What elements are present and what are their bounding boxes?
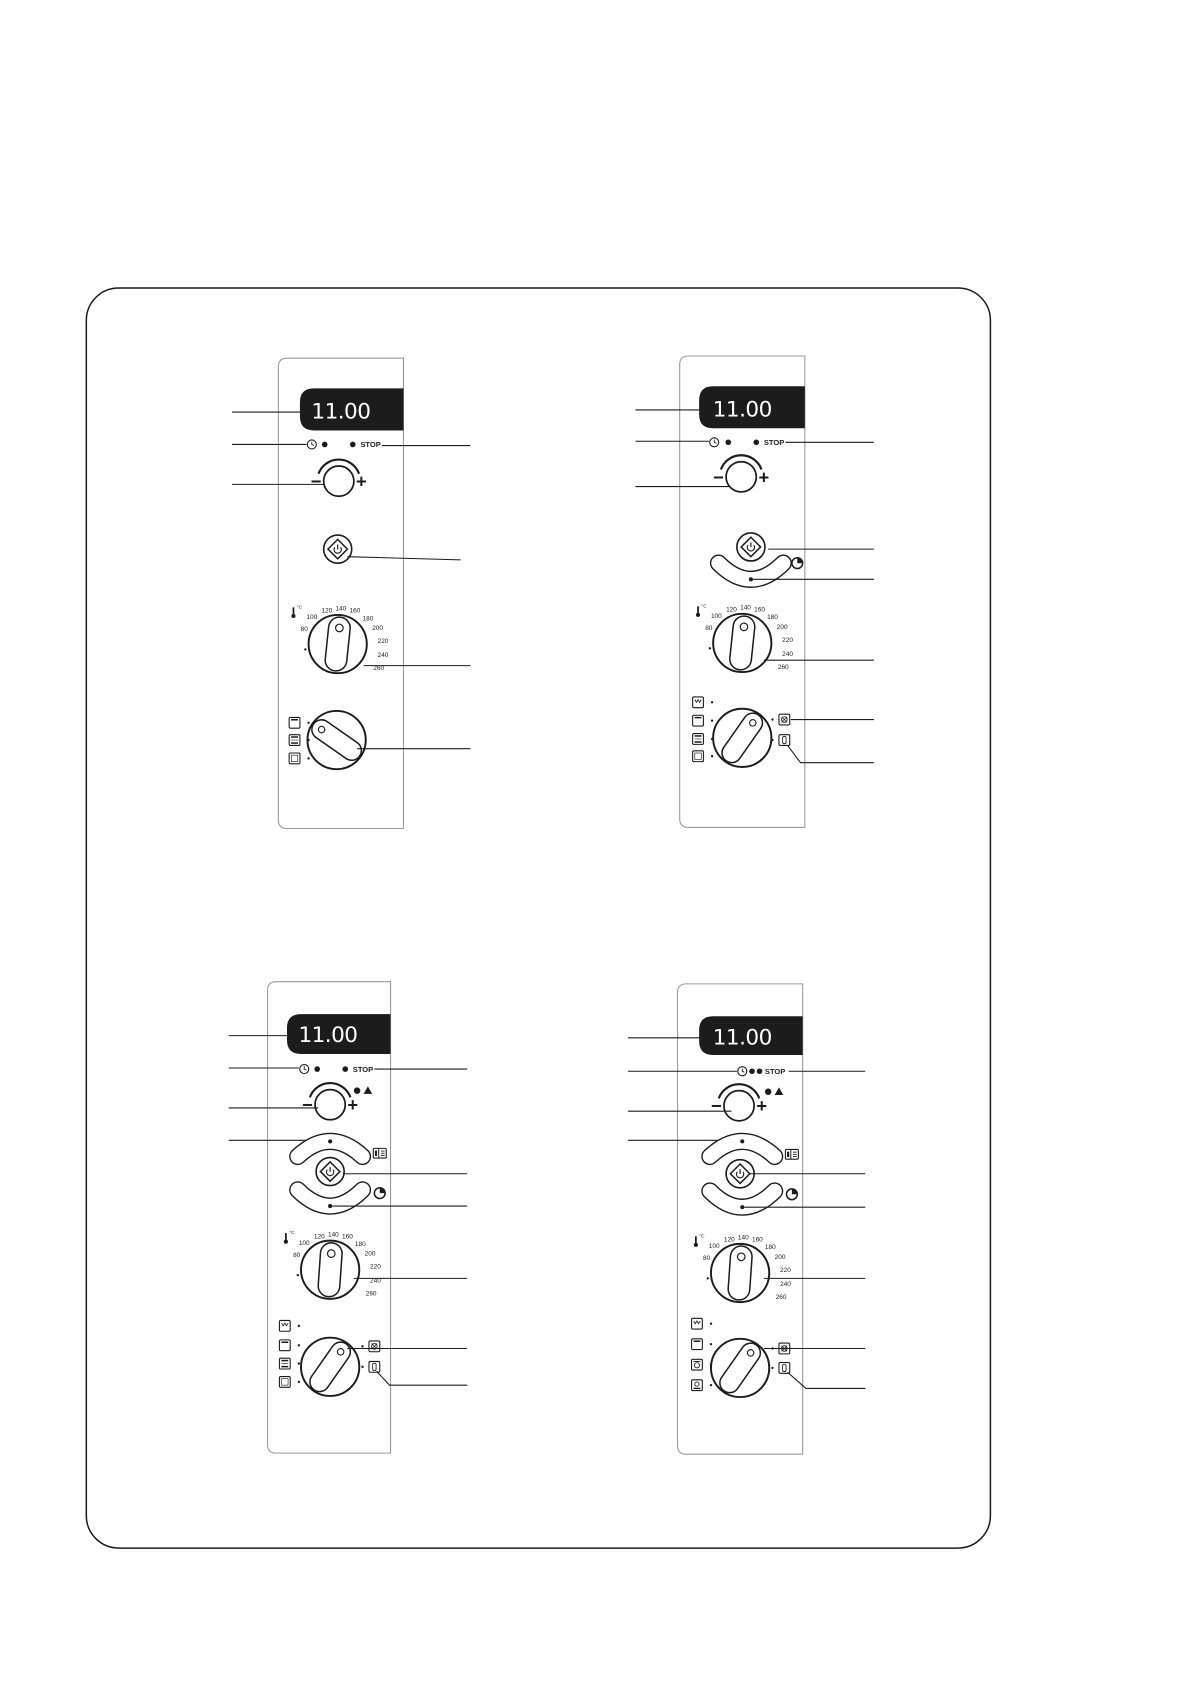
minus-sign: − <box>310 470 322 492</box>
temperature-label: 220 <box>780 1266 791 1274</box>
temperature-label: 100 <box>710 613 722 621</box>
temperature-label: 140 <box>335 605 347 613</box>
clock-hands <box>312 442 314 446</box>
mode-position-dot <box>711 738 713 740</box>
temperature-knob <box>291 604 388 673</box>
function-knob <box>692 1318 790 1397</box>
icon-block <box>375 1151 377 1156</box>
light-icon <box>369 1361 380 1372</box>
temperature-label: 200 <box>774 1253 786 1261</box>
status-indicators <box>354 1086 372 1094</box>
lower-selector-band <box>719 563 784 581</box>
temperature-label: 260 <box>777 663 789 671</box>
grill-zigzag <box>694 1321 700 1324</box>
temperature-label: 160 <box>341 1233 353 1241</box>
top-heat-icon <box>289 717 300 728</box>
temperature-label: 140 <box>327 1231 339 1239</box>
temperature-knob <box>694 1233 791 1302</box>
temperature-label: 120 <box>726 606 737 614</box>
temperature-label: 180 <box>764 1244 776 1252</box>
timer-icon <box>374 1188 385 1199</box>
mode-position-dot <box>771 1367 773 1369</box>
mode-position-dot <box>361 1366 363 1368</box>
oven-inner <box>695 753 701 759</box>
display-time: 11.00 <box>311 399 371 425</box>
off-position-dot <box>707 1277 709 1279</box>
temperature-label: 120 <box>313 1233 325 1241</box>
temperature-label: 100 <box>708 1243 720 1251</box>
time-display <box>699 1016 803 1055</box>
time-display <box>300 388 404 430</box>
display-time: 11.00 <box>298 1023 358 1049</box>
mode-position-dot <box>298 1362 300 1364</box>
selector-dot <box>740 1139 744 1143</box>
minus-sign: − <box>713 466 724 488</box>
time-adjust-knob <box>311 460 367 497</box>
mode-position-dot <box>710 1384 712 1386</box>
knob-body <box>710 613 771 672</box>
plus-sign: + <box>356 470 367 492</box>
control-panel-4 <box>628 984 865 1454</box>
lower-selector-band <box>298 1190 363 1208</box>
time-display <box>287 1014 391 1054</box>
timer-indicator-dot <box>749 1068 755 1074</box>
knob-body <box>711 1339 769 1397</box>
stop-label: STOP <box>352 1064 374 1074</box>
thermometer-icon <box>291 607 295 618</box>
knob-body <box>708 1243 769 1302</box>
grill-icon <box>279 1320 290 1331</box>
oven-icon <box>289 753 300 764</box>
temperature-label: 180 <box>354 1241 366 1249</box>
lamp-shape <box>783 1364 786 1371</box>
temperature-label: 160 <box>754 606 765 614</box>
temperature-label: 100 <box>306 614 318 622</box>
mode-position-dot <box>710 1322 712 1324</box>
lower-selector-band <box>710 1191 775 1209</box>
temperature-label: 100 <box>298 1239 310 1247</box>
plus-sign: + <box>758 466 770 488</box>
knob-body <box>724 1091 754 1121</box>
plus-sign: + <box>756 1095 768 1117</box>
minus-sign: − <box>302 1094 313 1116</box>
grill-icon <box>693 697 704 708</box>
programme-list-icon <box>373 1148 386 1158</box>
timer-fill <box>792 1189 797 1194</box>
oven-inner <box>282 1379 288 1385</box>
clock-icon <box>300 1065 309 1074</box>
off-position-dot <box>304 648 306 650</box>
top-bottom-heat-icon <box>289 735 300 746</box>
temperature-label: 240 <box>370 1277 381 1285</box>
timer-icon <box>792 558 803 569</box>
grill-zigzag <box>695 700 701 703</box>
fan-circle <box>694 1363 699 1368</box>
temperature-label: 240 <box>780 1280 791 1288</box>
function-knob <box>693 697 790 767</box>
leader-line <box>347 557 460 560</box>
temperature-knob <box>696 603 793 672</box>
start-button <box>324 535 352 563</box>
status-dot <box>354 1087 360 1093</box>
temperature-unit: °C <box>699 1234 705 1240</box>
stop-indicator-dot <box>753 440 759 446</box>
icon-block <box>787 1152 789 1157</box>
temperature-unit: °C <box>289 1231 295 1237</box>
thermometer-bulb <box>284 1240 288 1244</box>
temperature-label: 80 <box>705 625 713 633</box>
fan-icon <box>779 714 790 725</box>
fan-bottom-heat-icon <box>692 1380 703 1391</box>
mode-position-dot <box>711 701 713 703</box>
top-bottom-heat-icon <box>279 1358 290 1369</box>
light-icon <box>779 735 790 746</box>
selector-dot <box>749 577 753 581</box>
top-heat-icon <box>279 1340 290 1351</box>
temperature-label: 220 <box>377 637 389 645</box>
temperature-unit: °C <box>701 604 707 610</box>
stop-indicator-dot <box>757 1068 763 1074</box>
temperature-unit: °C <box>296 605 303 611</box>
icon-frame <box>279 1320 290 1331</box>
mode-position-dot <box>771 718 773 720</box>
stop-label: STOP <box>764 1066 786 1076</box>
temperature-label: 200 <box>372 625 384 633</box>
lamp-shape <box>373 1363 376 1370</box>
selector-dot <box>328 1139 332 1143</box>
display-time: 11.00 <box>712 397 772 423</box>
temperature-knob <box>284 1230 381 1299</box>
temperature-label: 140 <box>737 1234 749 1242</box>
temperature-label: 240 <box>377 651 389 659</box>
upper-selector-band <box>710 1139 775 1156</box>
icon-frame <box>279 1340 290 1351</box>
knob-body <box>324 466 354 496</box>
status-triangle <box>364 1086 373 1094</box>
display-time: 11.00 <box>712 1025 772 1051</box>
temperature-label: 120 <box>321 607 333 615</box>
mode-position-dot <box>307 739 309 741</box>
thermometer-bulb <box>291 614 295 618</box>
mode-position-dot <box>361 1345 363 1347</box>
icon-frame <box>289 753 300 764</box>
oven-icon <box>693 751 704 762</box>
selector-dot <box>740 1205 744 1209</box>
temperature-label: 260 <box>365 1290 377 1298</box>
time-display <box>699 386 805 428</box>
clock-hands <box>304 1066 306 1070</box>
knob-body <box>315 1090 345 1120</box>
lamp-shape <box>783 736 786 743</box>
timer-indicator-dot <box>725 440 731 446</box>
thermometer-bulb <box>694 1243 698 1247</box>
fan-icon <box>369 1341 380 1352</box>
mode-position-dot <box>711 755 713 757</box>
temperature-label: 220 <box>782 636 793 644</box>
temperature-label: 260 <box>373 664 385 672</box>
grill-zigzag <box>282 1323 288 1326</box>
outer-frame <box>86 288 990 1548</box>
top-heat-icon <box>693 715 704 726</box>
mode-position-dot <box>710 1363 712 1365</box>
knob-body <box>309 615 367 673</box>
fan-heat-icon <box>692 1359 703 1370</box>
control-panel-1 <box>232 358 470 828</box>
control-panel-2 <box>635 356 873 827</box>
temperature-label: 80 <box>293 1251 301 1259</box>
thermometer-icon <box>284 1233 288 1244</box>
timer-indicator-dot <box>322 442 328 448</box>
mode-position-dot <box>711 719 713 721</box>
mode-position-dot <box>771 739 773 741</box>
temperature-label: 80 <box>703 1255 711 1263</box>
leader-line <box>788 745 874 762</box>
oven-inner <box>291 755 297 761</box>
mode-position-dot <box>307 757 309 759</box>
grill-icon <box>692 1318 703 1329</box>
timer-fill <box>797 558 802 563</box>
plus-sign: + <box>347 1094 359 1116</box>
function-knob <box>279 1320 379 1396</box>
function-knob <box>289 711 366 769</box>
timer-fill <box>380 1188 385 1193</box>
knob-body <box>726 462 756 492</box>
thermometer-bulb <box>696 613 700 617</box>
clock-icon <box>307 440 316 449</box>
status-dot <box>765 1089 771 1095</box>
temperature-label: 120 <box>723 1236 735 1244</box>
off-position-dot <box>297 1274 299 1276</box>
temperature-label: 240 <box>782 650 793 658</box>
status-indicators <box>765 1087 783 1095</box>
upper-selector-band <box>298 1139 363 1156</box>
mode-position-dot <box>298 1381 300 1383</box>
temperature-label: 220 <box>370 1263 381 1271</box>
icon-frame <box>693 697 704 708</box>
control-panel-3 <box>229 982 467 1453</box>
minus-sign: − <box>711 1095 722 1117</box>
timer-indicator-dot <box>314 1066 320 1072</box>
knob-body <box>307 711 365 769</box>
thermometer-icon <box>696 606 700 617</box>
mode-position-dot <box>307 722 309 724</box>
light-icon <box>779 1363 790 1374</box>
icon-frame <box>279 1377 290 1388</box>
clock-icon <box>738 1067 747 1076</box>
time-adjust-knob <box>711 1084 767 1121</box>
top-bottom-heat-icon <box>693 734 704 745</box>
knob-body <box>713 709 771 767</box>
knob-body <box>301 1338 359 1396</box>
stop-label: STOP <box>360 440 381 450</box>
oven-icon <box>279 1377 290 1388</box>
thermometer-icon <box>694 1236 698 1247</box>
temperature-label: 140 <box>740 604 751 612</box>
status-triangle <box>775 1087 784 1095</box>
top-heat-icon <box>692 1339 703 1350</box>
mode-position-dot <box>298 1325 300 1327</box>
fan-circle <box>695 1382 699 1386</box>
knob-body <box>298 1239 359 1299</box>
mode-position-dot <box>710 1343 712 1345</box>
selector-dot <box>328 1204 332 1208</box>
clock-hands <box>714 440 716 444</box>
mode-position-dot <box>298 1344 300 1346</box>
clock-icon <box>710 438 719 447</box>
temperature-label: 200 <box>776 623 788 631</box>
start-button <box>316 1158 344 1186</box>
stop-indicator-dot <box>342 1066 348 1072</box>
stop-indicator-dot <box>350 442 356 448</box>
temperature-label: 80 <box>300 626 308 634</box>
programme-list-icon <box>785 1149 798 1159</box>
temperature-label: 200 <box>364 1250 376 1258</box>
timer-icon <box>787 1189 798 1200</box>
temperature-label: 180 <box>362 615 374 623</box>
temperature-label: 160 <box>751 1236 763 1244</box>
temperature-label: 260 <box>775 1293 787 1301</box>
start-button <box>737 533 765 561</box>
time-adjust-knob <box>302 1083 358 1120</box>
off-position-dot <box>709 647 711 649</box>
clock-hands <box>742 1068 744 1072</box>
stop-label: STOP <box>763 438 785 448</box>
icon-frame <box>692 1359 703 1370</box>
icon-frame <box>693 751 704 762</box>
temperature-label: 180 <box>767 614 778 622</box>
leader-line <box>788 1372 866 1388</box>
icon-frame <box>692 1318 703 1329</box>
temperature-label: 160 <box>349 607 361 615</box>
